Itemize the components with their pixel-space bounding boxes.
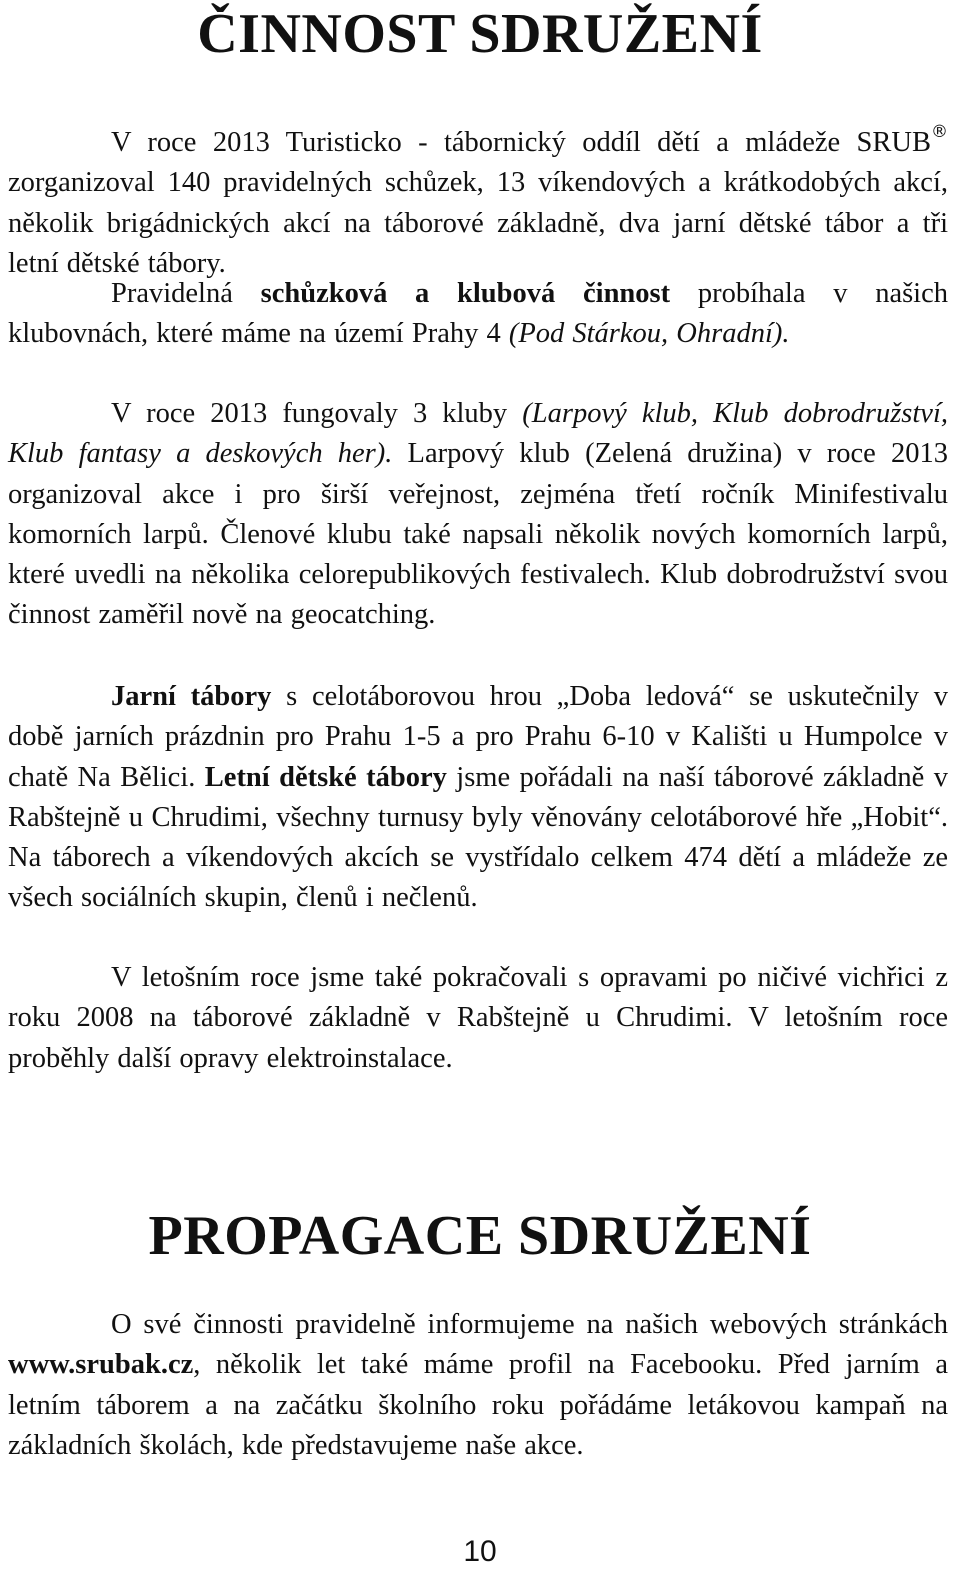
italic-text-run: (Larpový klub, Klub dobrodružství, Klub fantasy a deskových her). (8, 398, 948, 470)
text-run: jsme pořádali na naší táborové základně v Rabštejně u Chrudimi, všechny turnusy byly věnovány celotáborové hře „Hobit“. Na táborech a víkendových akcích se vystřídalo celkem 474 dětí a mládeže ze všech sociálních skupin, členů i nečlenů. (8, 761, 948, 914)
text-run: zorganizoval 140 pravidelných schůzek, 13 víkendových a krátkodobých akcí, několik brigádnických akcí na táborové základně, dva jarní dětské tábor a tři letní dětské tábory. (8, 167, 948, 279)
registered-mark: ® (931, 122, 948, 142)
bold-text-run: schůzková a klubová činnost (260, 278, 671, 309)
section-heading-propagace: PROPAGACE SDRUŽENÍ (148, 1205, 812, 1267)
section-heading-cinnost: ČINNOST SDRUŽENÍ (197, 3, 763, 65)
text-run: V letošním roce jsme také pokračovali s opravami po ničivé vichřici z roku 2008 na táborové základně v Rabštejně u Chrudimi. V letošním roce proběhly další opravy elektroinstalace. (8, 962, 948, 1074)
bold-text-run: Letní dětské tábory (204, 761, 447, 793)
italic-text-run: (Pod Stárkou, Ohradní). (508, 318, 790, 350)
paragraph-camps (8, 677, 948, 919)
text-run: V roce 2013 fungovaly 3 kluby (111, 398, 523, 429)
paragraph-clubs (8, 394, 948, 636)
text-run: probíhala v našich klubovnách, které máme na území Prahy 4 (8, 278, 949, 350)
paragraph-promotion (8, 1305, 948, 1466)
paragraph-activity-summary (8, 112, 948, 284)
text-run: s celotáborovou hrou „Doba ledová“ se uskutečnily v době jarních prázdnin pro Prahu 1-5 a pro Prahu 6-10 v Kališti u Humpolce v chatě Na Bělici. (8, 681, 948, 793)
text-run: Larpový klub (Zelená družina) v roce 2013 organizoval akce i pro širší veřejnost, zejména třetí ročník Minifestivalu komorních larpů. Členové klubu také napsali několik nových komorních larpů, které uvedli na několika celorepublikových festivalech. Klub dobrodružství svou činnost zaměřil nově na geocatching. (8, 438, 949, 631)
bold-text-run: Jarní tábory (111, 681, 272, 712)
text-run: Pravidelná (111, 278, 261, 309)
paragraph-repairs (8, 958, 948, 1079)
page-number: 10 (463, 1535, 497, 1568)
text-run: O své činnosti pravidelně informujeme na našich webových stránkách (111, 1309, 948, 1340)
paragraph-club-meetings (8, 274, 948, 355)
text-run: V roce 2013 Turisticko - tábornický oddíl dětí a mládeže SRUB (111, 127, 931, 158)
website-link[interactable]: www.srubak.cz (8, 1349, 194, 1381)
text-run: , několik let také máme profil na Facebooku. Před jarním a letním táborem a na začátku školního roku pořádáme letákovou kampaň na základních školách, kde představujeme naše akce. (8, 1349, 948, 1461)
